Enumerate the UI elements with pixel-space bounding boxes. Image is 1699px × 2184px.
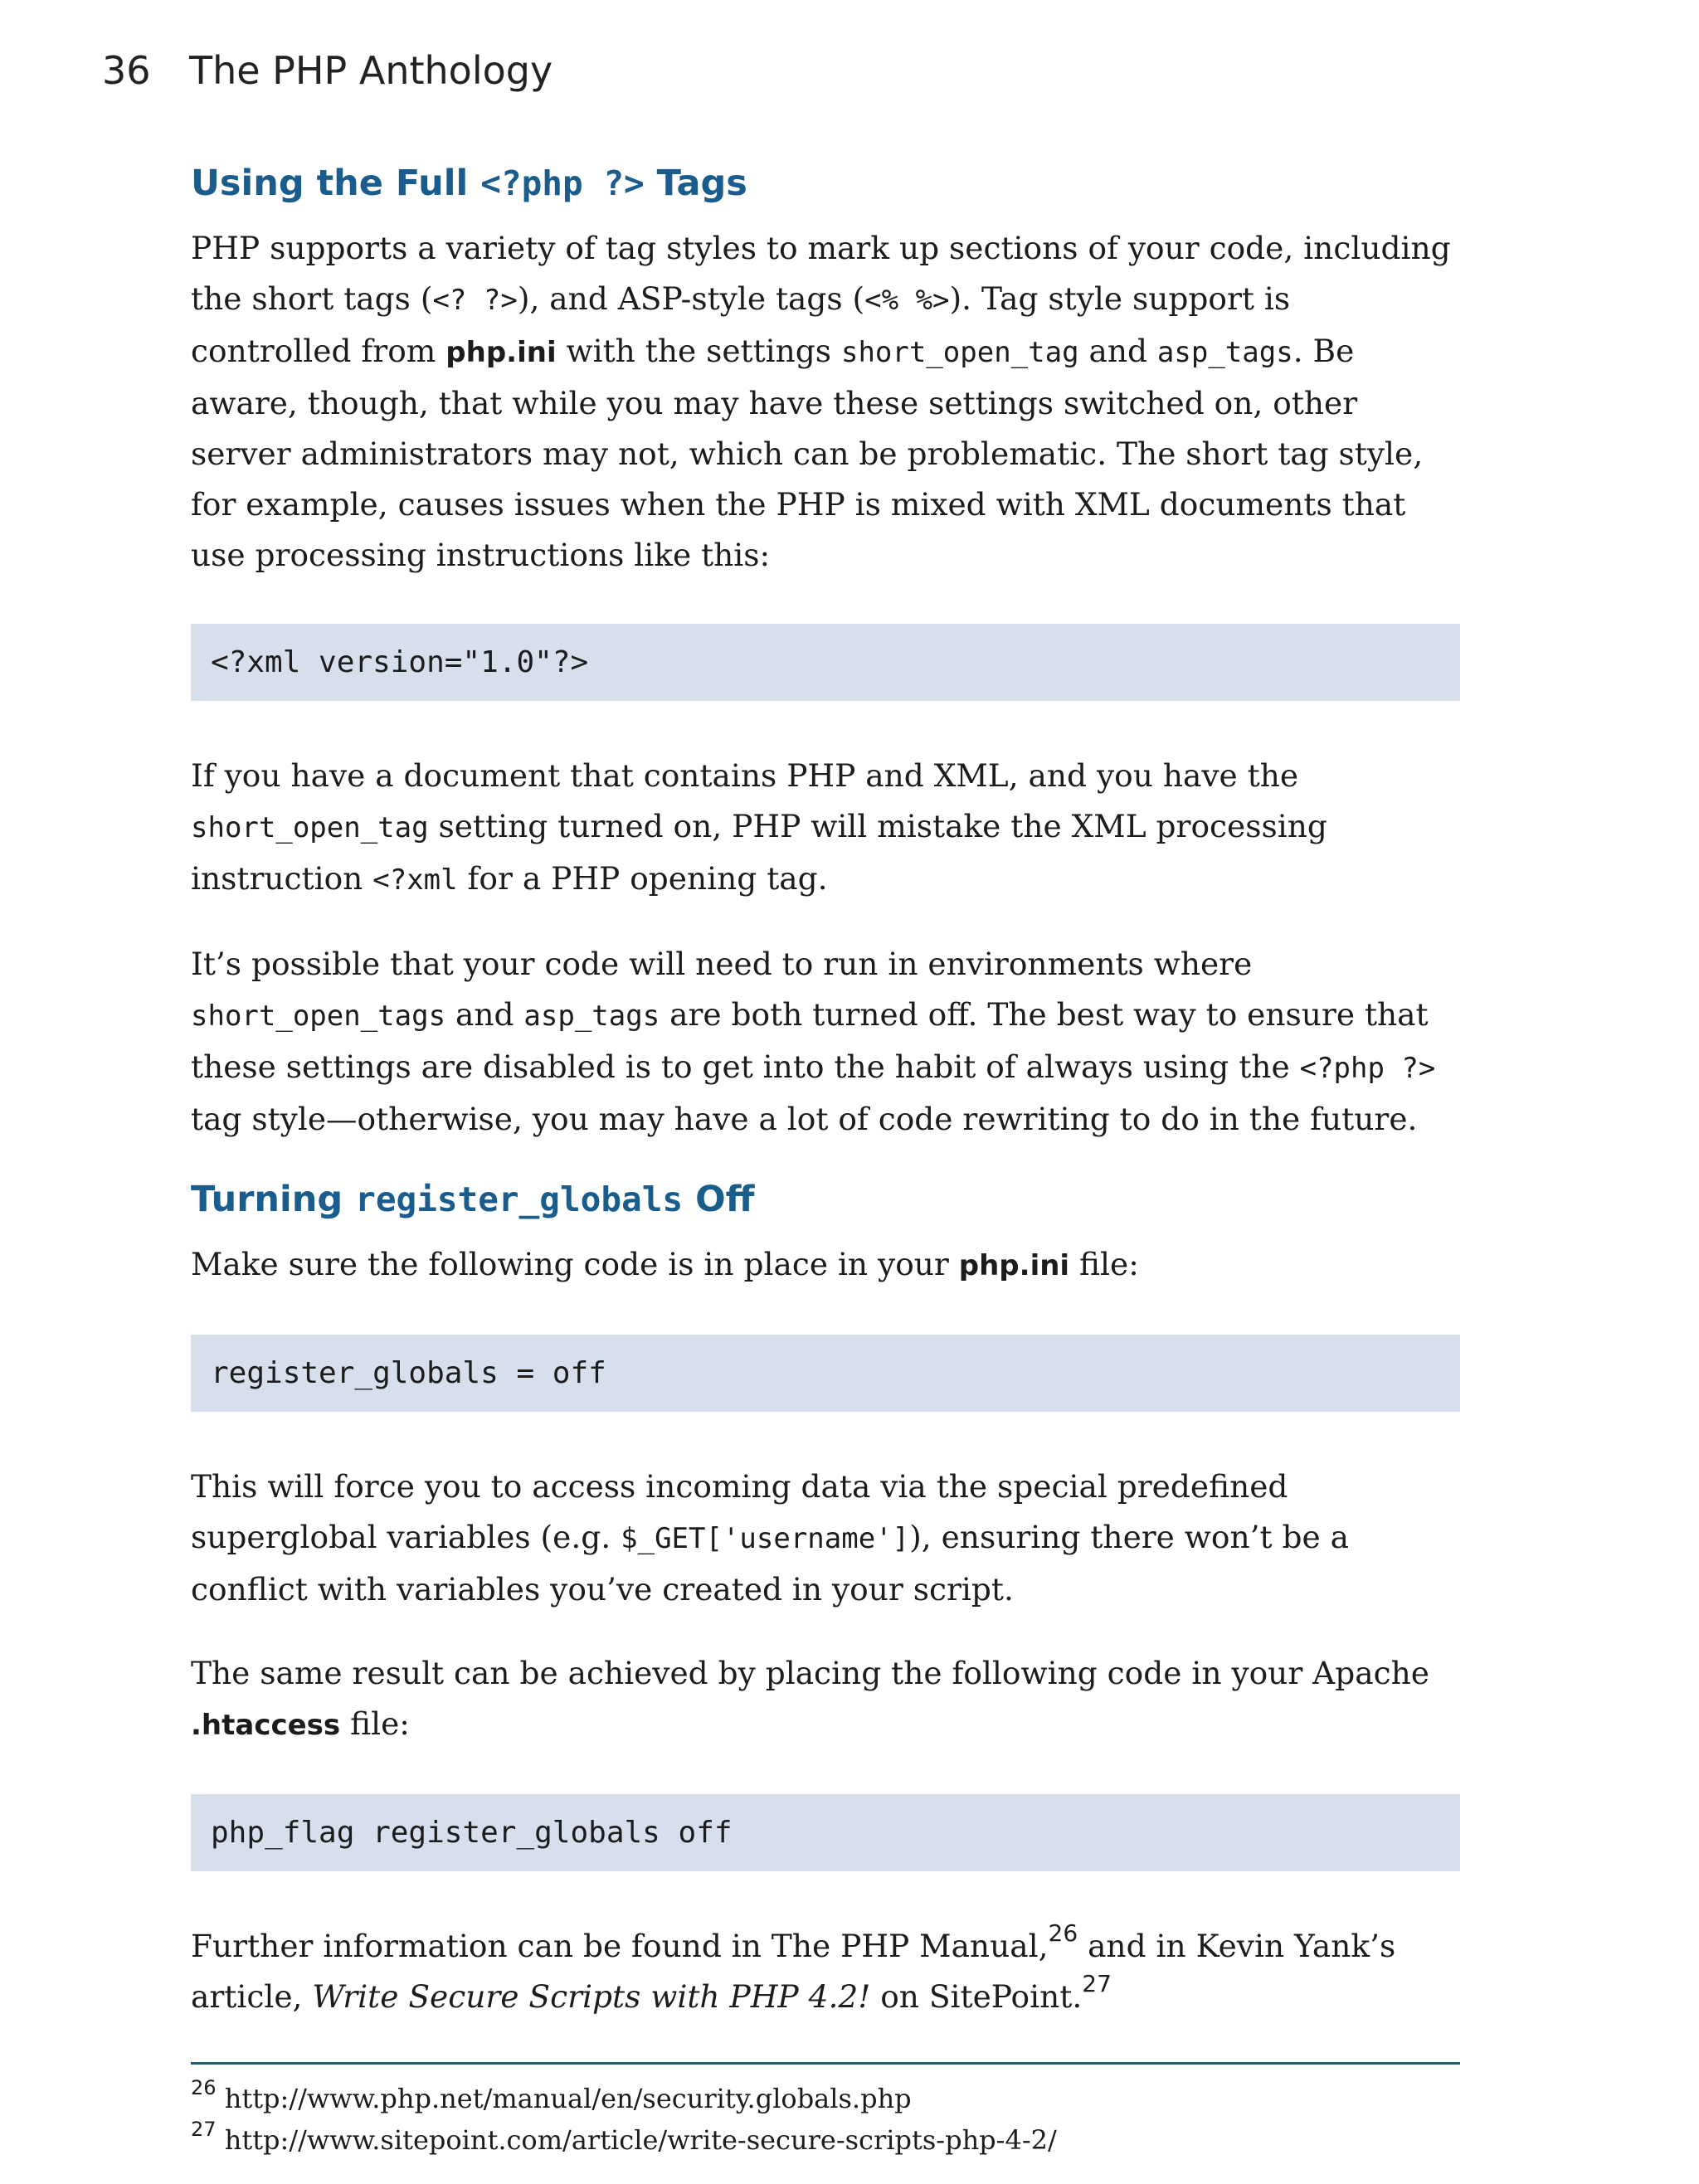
section-heading-register-globals [191, 1178, 1460, 1221]
footnote-divider [191, 2062, 1460, 2065]
footnote-ref-27[interactable]: 27 [1082, 1969, 1112, 1997]
footnote-number: 27 [191, 2118, 217, 2142]
heading-code: register_globals [355, 1180, 684, 1219]
paragraph-php-xml: If you have a document that contains PHP and XML, and you have the short_open_tag setting turned on, PHP will mistake the XML processing instruction <?xml for a PHP opening tag. [191, 757, 1327, 897]
paragraph-tag-styles: PHP supports a variety of tag styles to mark up sections of your code, including the short tags (<? ?>), and ASP-style tags (<% %>). Tag style support is controlled from php.ini with the settings short_open_tag and asp_tags. Be aware, though, that while you may have these settings switched on, other server administrators may not, which can be problematic. The short tag style, for example, causes issues when the PHP is mixed with XML documents that use processing instructions like this: [191, 230, 1451, 573]
heading-text: Tags [644, 163, 747, 204]
book-title: The PHP Anthology [189, 48, 553, 93]
footnote-ref-26[interactable]: 26 [1048, 1919, 1078, 1947]
heading-text: Using the Full [191, 163, 481, 204]
section-heading-full-tags [191, 162, 1460, 205]
footnote-link[interactable]: http://www.php.net/manual/en/security.globals.php [224, 2083, 912, 2114]
footnote-27 [191, 2119, 1460, 2161]
code-block-register-globals: register_globals = off [191, 1335, 1460, 1412]
footnotes [191, 2078, 1460, 2161]
running-header [102, 48, 553, 93]
paragraph-htaccess: The same result can be achieved by placing the following code in your Apache .htaccess file: [191, 1655, 1429, 1742]
heading-code: <?php ?> [480, 163, 645, 203]
paragraph-environments: It’s possible that your code will need to run in environments where short_open_tags and asp_tags are both turned off. The best way to ensure that these settings are disabled is to get into the habit of always using the <?php ?> tag style—otherwise, you may have a lot of code rewriting to do in the future. [191, 946, 1436, 1137]
page-content [191, 162, 1460, 2161]
code-block-php-flag: php_flag register_globals off [191, 1794, 1460, 1871]
footnote-26 [191, 2078, 1460, 2119]
paragraph-further-info: Further information can be found in The PHP Manual,$^{26}$ and in Kevin Yank’s article, Write Secure Scripts with PHP 4.2! on SitePoint.$^{27}$ [191, 1919, 1396, 2015]
footnote-number: 26 [191, 2076, 217, 2100]
paragraph-superglobals: This will force you to access incoming data via the special predefined superglobal variables (e.g. $_GET['username']), ensuring there won’t be a conflict with variables you’ve created in your script. [191, 1468, 1350, 1608]
heading-text: Off [683, 1179, 755, 1220]
code-block-xml: <?xml version="1.0"?> [191, 624, 1460, 701]
heading-text: Turning [191, 1179, 356, 1220]
page-number: 36 [102, 48, 151, 93]
footnote-link[interactable]: http://www.sitepoint.com/article/write-secure-scripts-php-4-2/ [224, 2124, 1057, 2156]
paragraph-phpini: Make sure the following code is in place in your php.ini file: [191, 1246, 1139, 1282]
